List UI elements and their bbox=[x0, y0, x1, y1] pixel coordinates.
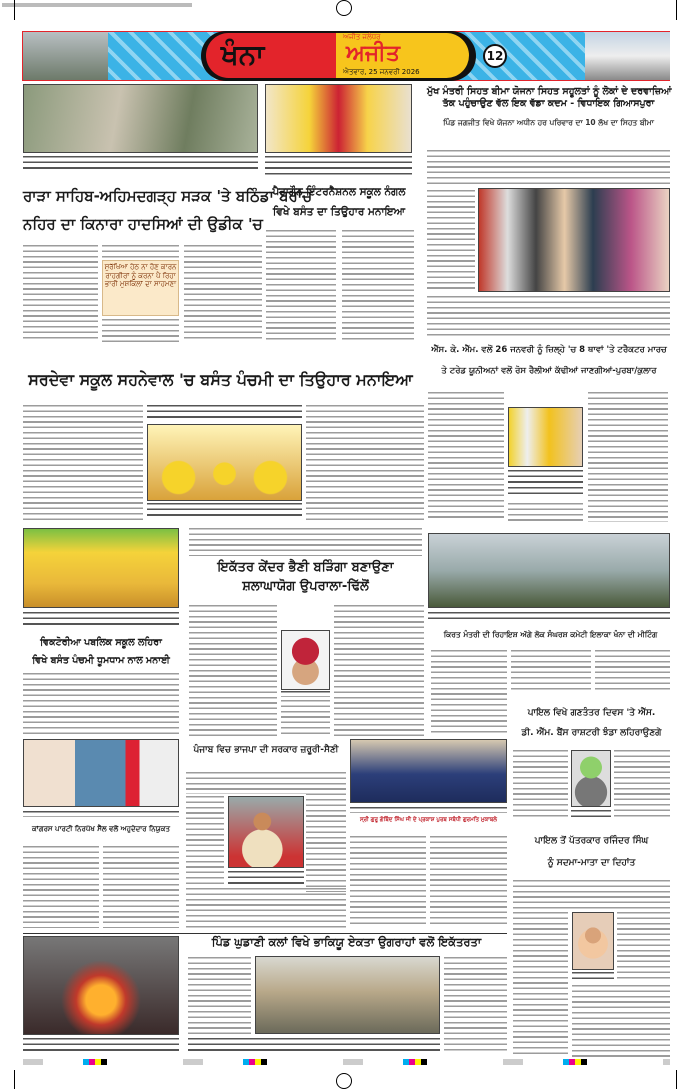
photo-caption bbox=[147, 503, 302, 517]
headline-ghudani: ਪਿੰਡ ਘੁਡਾਣੀ ਕਲਾਂ ਵਿਖੇ ਭਾਕਿਯੂ ਏਕਤਾ ਉਗਰਾਹਾਂ ਵਲੋਂ ਇਕੱਤਰਤਾ bbox=[211, 935, 482, 949]
photo-caption bbox=[428, 612, 670, 619]
article-text bbox=[306, 772, 346, 892]
article-text bbox=[513, 750, 568, 820]
photo-portraits-congress bbox=[23, 739, 179, 807]
photo-gurmat-group bbox=[350, 739, 507, 803]
article-text bbox=[614, 750, 670, 820]
photo-health-event bbox=[478, 188, 670, 292]
article-text bbox=[103, 846, 179, 928]
article-text bbox=[511, 650, 591, 692]
paper-name: ਅਜੀਤ bbox=[346, 41, 400, 66]
article-text bbox=[23, 245, 98, 342]
photo-caption bbox=[23, 156, 258, 169]
photo-caption bbox=[265, 156, 412, 175]
article-text bbox=[23, 846, 99, 928]
headline-skm: ਐੱਸ. ਕੇ. ਐੱਮ. ਵਲੋਂ 26 ਜਨਵਰੀ ਨੂੰ ਜ਼ਿਲ੍ਹੇ 'ਚ 8 ਥਾਵਾਂ 'ਤੇ ਟਰੈਕਟਰ ਮਾਰਚ ਤੇ ਟਰੇਡ ਯੂਨੀਅਨਾਂ ਵਲੋਂ ਰੋਸ ਰੈਲੀਆਂ ਕੱਢੀਆਂ ਜਾਣਗੀਆਂ-ਪੁਰਬਾ/ਕੁਲਾਰ bbox=[431, 345, 667, 376]
article-text bbox=[281, 700, 330, 737]
masthead-photo-bridge bbox=[23, 32, 108, 80]
article-text bbox=[186, 772, 306, 794]
photo-bonfire bbox=[23, 936, 179, 1035]
photo-portrait-dhillon bbox=[281, 630, 330, 690]
page-number bbox=[483, 44, 507, 68]
article-text bbox=[102, 245, 179, 258]
subheadline-health-scheme: ਪਿੰਡ ਜਗਜੀਤ ਵਿਖੇ ਯੋਜਨਾ ਅਧੀਨ ਹਰ ਪਰਿਵਾਰ ਦਾ 10 ਲੱਖ ਦਾ ਸਿਹਤ ਬੀਮਾ bbox=[443, 118, 654, 127]
headline-victoria: ਵਿਕਟੋਰੀਆ ਪਬਲਿਕ ਸਕੂਲ ਲਹਿਰਾ ਵਿਖੇ ਬਸੰਤ ਪੰਚਮੀ ਧੂਮਧਾਮ ਨਾਲ ਮਨਾਈ bbox=[32, 637, 170, 666]
article-text bbox=[342, 230, 414, 342]
pull-quote: ਸੁਰੱਖਿਆ ਹੇਠ ਨਾ ਹੋਣ ਕਾਰਨ ਰਾਹਗੀਰਾਂ ਨੂੰ ਕਰਨਾ ਪੈ ਰਿਹਾ ਭਾਰੀ ਮੁਸ਼ਕਿਲਾਂ ਦਾ ਸਾਹਮਣਾ bbox=[102, 260, 179, 316]
photo-caption bbox=[188, 1038, 440, 1052]
photo-group-park bbox=[428, 533, 670, 608]
photo-caption bbox=[23, 811, 179, 817]
photo-portrait-sdm bbox=[571, 750, 611, 807]
registration-mark-icon bbox=[336, 1073, 352, 1089]
photo-skm-leaders bbox=[508, 407, 583, 467]
article-text bbox=[186, 796, 224, 884]
article-text bbox=[513, 880, 670, 910]
crop-mark bbox=[676, 0, 677, 20]
article-text bbox=[102, 319, 179, 342]
headline-canal: ਰਾੜਾ ਸਾਹਿਬ-ਅਹਿਮਦਗੜ੍ਹ ਸੜਕ 'ਤੇ ਬਠਿੰਡਾ ਬਰਾਂਚ ਨਹਿਰ ਦਾ ਕਿਨਾਰਾ ਹਾਦਸਿਆਂ ਦੀ ਉਡੀਕ 'ਚ bbox=[23, 187, 313, 233]
kicker: ਅਜੀਤ ਜਲੰਧਰ bbox=[343, 33, 381, 41]
article-text bbox=[334, 605, 424, 737]
headline-paragon: ਪੈਰਾਗੌਨ ਇੰਟਰਨੈਸ਼ਨਲ ਸਕੂਲ ਨੰਗਲ ਵਿਖੇ ਬਸੰਤ ਦਾ ਤਿਉਹਾਰ ਮਨਾਇਆ bbox=[272, 186, 406, 218]
article-text bbox=[508, 503, 583, 523]
article-text bbox=[23, 405, 143, 520]
photo-speaker bbox=[228, 796, 304, 868]
masthead-logo bbox=[201, 31, 476, 81]
headline-gurmat: ਸ੍ਰੀ ਗੁਰੂ ਗੋਬਿੰਦ ਸਿੰਘ ਜੀ ਦੇ ਪ੍ਰਕਾਸ਼ ਪੁਰਬ ਸਬੰਧੀ ਗੁਰਮਤਿ ਮੁਕਾਬਲੇ bbox=[360, 817, 497, 823]
masthead bbox=[22, 31, 670, 81]
article-text bbox=[189, 528, 422, 556]
article-text bbox=[266, 230, 336, 342]
crop-mark bbox=[14, 1070, 15, 1089]
headline-payal-flag: ਪਾਇਲ ਵਿਖੇ ਗਣਤੰਤਰ ਦਿਵਸ 'ਤੇ ਐੱਸ. ਡੀ. ਐੱਮ. ਬੈਂਸ ਰਾਸ਼ਟਰੀ ਝੰਡਾ ਲਹਿਰਾਉਣਗੇ bbox=[521, 708, 662, 738]
crop-mark bbox=[676, 1070, 677, 1089]
photo-caption bbox=[147, 405, 302, 419]
photo-victoria-school bbox=[23, 528, 179, 608]
crop-mark bbox=[14, 0, 15, 20]
divider bbox=[23, 933, 507, 934]
photo-paragon-school bbox=[265, 84, 412, 153]
photo-caption bbox=[350, 807, 507, 813]
color-registration-bar bbox=[23, 1059, 670, 1065]
page-number-text: 12 bbox=[486, 49, 504, 63]
print-slug bbox=[2, 3, 192, 7]
photo-canal-road bbox=[23, 84, 258, 153]
article-text bbox=[184, 245, 262, 342]
article-text bbox=[188, 957, 251, 1037]
article-text bbox=[427, 190, 475, 290]
article-text bbox=[186, 888, 346, 928]
issue-date: ਐਤਵਾਰ, 25 ਜਨਵਰੀ 2026 bbox=[343, 68, 420, 76]
headline-sardeva: ਸਰਦੇਵਾ ਸਕੂਲ ਸਹਨੇਵਾਲ 'ਚ ਬਸੰਤ ਪੰਚਮੀ ਦਾ ਤਿਉਹਾਰ ਮਨਾਇਆ bbox=[28, 370, 413, 389]
article-text bbox=[617, 912, 670, 982]
masthead-photo-temple bbox=[585, 32, 670, 80]
headline-health-scheme: ਮੁੱਖ ਮੰਤਰੀ ਸਿਹਤ ਬੀਮਾ ਯੋਜਨਾ ਸਿਹਤ ਸਹੂਲਤਾਂ ਨੂੰ ਲੋਕਾਂ ਦੇ ਦਰਵਾਜ਼ਿਆਂ ਤੱਕ ਪਹੁੰਚਾਉਣ ਵੱਲ ਇਕ ਵੱਡਾ ਕਦਮ - ਵਿਧਾਇਕ ਗਿਆਸਪੁਰਾ bbox=[427, 86, 672, 109]
article-text bbox=[189, 605, 277, 737]
headline-centre: ਇਕੱਤਰ ਕੇਂਦਰ ਭੈਣੀ ਬੜਿੰਗਾ ਬਣਾਉਣਾ ਸ਼ਲਾਘਾਯੋਗ ਉਪਰਾਲਾ-ਢਿੱਲੋਂ bbox=[217, 560, 394, 594]
article-text bbox=[306, 405, 424, 523]
photo-caption bbox=[23, 1038, 179, 1052]
photo-ghudani-gathering bbox=[255, 956, 440, 1034]
article-text bbox=[428, 392, 504, 520]
headline-journalist: ਪਾਇਲ ਤੋਂ ਪੱਤਰਕਾਰ ਰਜਿੰਦਰ ਸਿੰਘ ਨੂੰ ਸਦਮਾ-ਮਾਤਾ ਦਾ ਦਿਹਾਂਤ bbox=[534, 836, 649, 868]
article-text bbox=[588, 392, 668, 522]
registration-mark-icon bbox=[336, 0, 352, 16]
city-name: ਖੰਨਾ bbox=[221, 38, 265, 71]
photo-caption bbox=[572, 972, 614, 980]
photo-caption bbox=[508, 470, 583, 498]
article-text bbox=[23, 673, 179, 735]
article-text bbox=[427, 296, 670, 336]
photo-sardeva-school bbox=[147, 424, 302, 501]
photo-caption bbox=[281, 691, 330, 697]
headline-bjp: ਪੰਜਾਬ ਵਿਚ ਭਾਜਪਾ ਦੀ ਸਰਕਾਰ ਜ਼ਰੂਰੀ-ਸੈਣੀ bbox=[193, 745, 339, 755]
photo-caption bbox=[23, 612, 179, 626]
article-text bbox=[427, 150, 670, 188]
article-text bbox=[513, 912, 568, 1057]
article-text bbox=[430, 836, 507, 928]
photo-caption bbox=[571, 810, 611, 819]
article-text bbox=[444, 957, 507, 1052]
article-text bbox=[350, 836, 426, 928]
article-text bbox=[431, 650, 507, 735]
photo-portrait-mother bbox=[572, 912, 614, 970]
article-text bbox=[595, 650, 670, 692]
photo-caption bbox=[228, 871, 304, 885]
headline-meeting: ਕਿਰਤ ਮੰਤਰੀ ਦੀ ਰਿਹਾਇਸ਼ ਅੱਗੇ ਲੋਕ ਸੰਘਰਸ਼ ਕਮੇਟੀ ਇਲਾਕਾ ਖੰਨਾ ਦੀ ਮੀਟਿੰਗ bbox=[443, 630, 658, 639]
headline-congress: ਕਾਂਗਰਸ ਪਾਰਟੀ ਨਿਰਪੱਖ ਸੈੱਲ ਵਲੋਂ ਅਹੁਦੇਦਾਰ ਨਿਯੁਕਤ bbox=[31, 825, 171, 833]
article-text bbox=[572, 985, 670, 1057]
